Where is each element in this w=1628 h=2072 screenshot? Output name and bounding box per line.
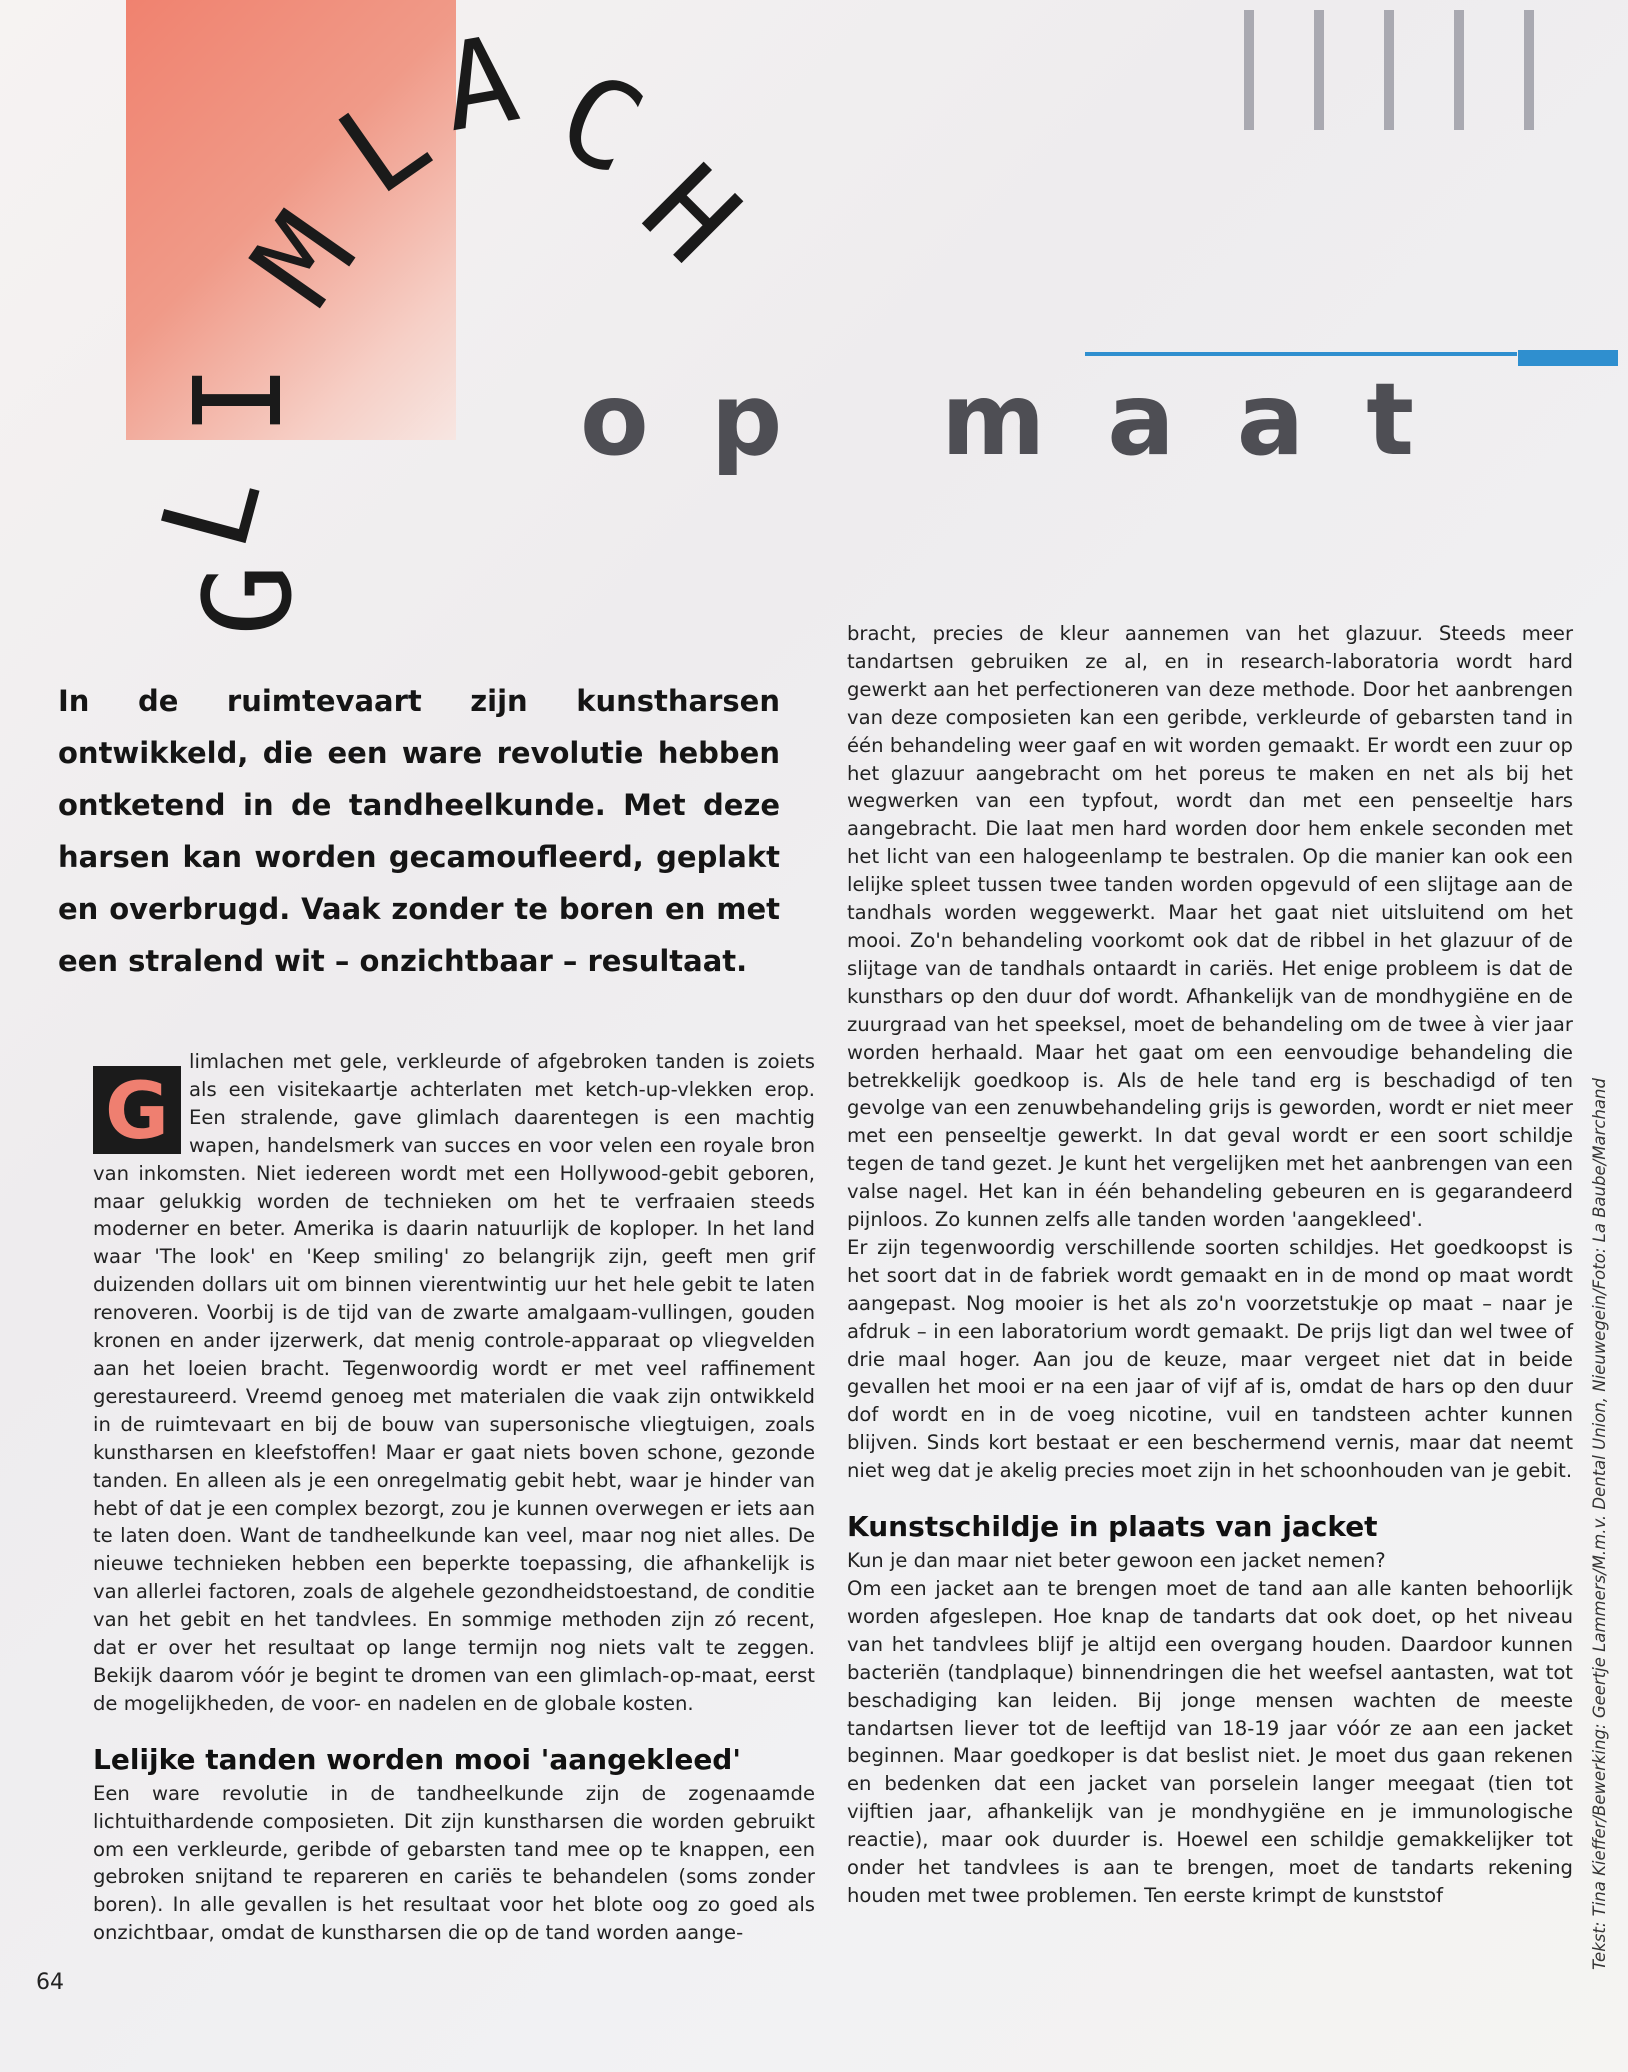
title-subtitle: op maat [580,361,1477,478]
decorative-vertical-bars [1240,10,1540,130]
lead-paragraph: In de ruimtevaart zijn kunstharsen ontwikkeld, die een ware revolutie hebben ontketend in de tandheelkunde. Met deze harsen kan worden gecamoufleerd, geplakt en overbrugd. Vaak zonder te boren en met een stralend wit – onzichtbaar – resultaat. [58,684,780,978]
section-heading: Lelijke tanden worden mooi 'aangekleed' [93,1742,741,1776]
right-column [847,620,1573,1910]
title-letter: L [136,456,289,563]
blue-rule [1085,352,1517,356]
title-letter: C [538,46,663,203]
section-heading: Kunstschildje in plaats van jacket [847,1510,1378,1544]
drop-cap: G [93,1066,181,1154]
intro-paragraph [93,1048,815,1718]
body-paragraph: bracht, precies de kleur aannemen van het glazuur. Steeds meer tandartsen gebruiken ze al, en in research-laboratoria wordt hard gewerkt aan het perfectioneren van deze methode. Door het aanbrengen van deze composieten kan een geribde, verkleurde of gebarsten tand in één behandeling weer gaaf en wit worden gemaakt. Er wordt een zuur op het glazuur aangebracht om het poreus te maken en net als bij het wegwerken van een typfout, wordt dan met een penseeltje hars aangebracht. Die laat men hard worden door hem enkele seconden met het licht van een halogeenlamp te bestralen. Op die manier kan ook een lelijke spleet tussen twee tanden worden opgevuld of een slijtage aan de tandhals worden weggewerkt. Maar het gaat niet uitsluitend om het mooi. Zo'n behandeling voorkomt ook dat de ribbel in het glazuur of de slijtage van de tandhals ontaardt in cariës. Het enige probleem is dat de kunsthars op den duur dof wordt. Afhankelijk van de mondhygiëne en de zuurgraad van het speeksel, moet de behandeling om de twee à vier jaar worden herhaald. Maar het gaat om een eenvoudige behandeling die betrekkelijk goedkoop is. Als de hele tand erg is beschadigd of ten gevolge van een zenuwbehandeling grijs is geworden, wordt er niet meer met een penseeltje gewerkt. In dat geval wordt er een soort schildje tegen de tand gezet. Je kunt het vergelijken met het aanbrengen van een valse nagel. Het kan in één behandeling gebeuren en is gegarandeerd pijnloos. Zo kunnen zelfs alle tanden worden 'aangekleed'. [847,622,1573,1232]
title-letter: M [226,190,383,330]
body-paragraph: Er zijn tegenwoordig verschillende soorten schildjes. Het goedkoopst is het soort dat in de fabriek wordt gemaakt en in de mond op maat wordt aangepast. Nog mooier is het als zo'n voorzetstukje op maat – naar je afdruk – in een laboratorium wordt gemaakt. De prijs ligt dan wel twee of drie maal hoger. Aan jou de keuze, maar vergeet niet dat in beide gevallen het mooi er na een jaar of vijf af is, omdat de hars op den duur dof wordt en in de voeg nicotine, vuil en tandsteen achter kunnen blijven. Sinds kort bestaat er een beschermend vernis, maar dat neemt niet weg dat je akelig precies moet zijn in het schoonhouden van je gebit. [847,1235,1573,1483]
title-letter: A [432,9,528,160]
photo-credit: Tekst: Tina Kieffer/Bewerking: Geertje Lammers/M.m.v. Dental Union, Nieuwegein/Foto: La Baube/Marchand [1590,1078,1609,1970]
left-column [93,1048,815,1947]
body-paragraph: Een ware revolutie in de tandheelkunde zijn de zogenaamde lichtuithardende composieten. Dit zijn kunstharsen die worden gebruikt om een verkleurde, geribde of gebarsten tand mee op te knappen, een gebroken snijtand te repareren en cariës te behandelen (soms zonder boren). In alle gevallen is het resultaat voor het blote oog zo goed als onzichtbaar, omdat de kunstharsen die op de tand worden aange- [93,1781,815,1945]
title-letter: L [315,66,455,223]
body-paragraph: Om een jacket aan te brengen moet de tand aan alle kanten behoorlijk worden afgeslepen. Hoe knap de tandarts dat ook doet, op het niveau van het tandvlees blijf je altijd een overgang houden. Daardoor kunnen bacteriën (tandplaque) binnendringen die het weefsel aantasten, wat tot beschadiging kan leiden. Bij jonge mensen wachten de meeste tandartsen liever tot de leeftijd van 18-19 jaar vóór ze aan een jacket beginnen. Maar goedkoper is dat beslist niet. Je moet dus gaan rekenen en bedenken dat een jacket van porselein langer meegaat (tien tot vijftien jaar, afhankelijk van je mondhygiëne en je immunologische reactie), maar ook duurder is. Hoewel een schildje gemakkelijker tot onder het tandvlees is aan te brengen, moet de tandarts rekening houden met twee problemen. Ten eerste krimpt de kunststof [847,1577,1573,1907]
title-letter: I [170,363,309,437]
title-letter: H [615,139,766,290]
title-letter: G [180,563,319,637]
title-arc [0,0,820,660]
page-number: 64 [36,1970,64,1995]
blue-rule-tab [1518,350,1618,366]
intro-text: limlachen met gele, verkleurde of afgebroken tanden is zoiets als een visitekaartje achterlaten met ketch-up-vlekken erop. Een stralende, gave glimlach daarentegen is een machtig wapen, handelsmerk van succes en voor velen een royale bron van inkomsten. Niet iedereen wordt met een Hollywood-gebit geboren, maar gelukkig worden de technieken om het te verfraaien steeds moderner en beter. Amerika is daarin natuurlijk de koploper. In het land waar 'The look' en 'Keep smiling' zo belangrijk zijn, geeft men grif duizenden dollars uit om binnen vierentwintig uur het hele gebit te laten renoveren. Voorbij is de tijd van de zwarte amalgaam-vullingen, gouden kronen en ander ijzerwerk, dat menig controle-apparaat op vliegvelden aan het loeien bracht. Tegenwoordig wordt er met veel raffinement gerestaureerd. Vreemd genoeg met materialen die vaak zijn ontwikkeld in de ruimtevaart en bij de bouw van supersonische vliegtuigen, zoals kunstharsen en kleefstoffen! Maar er gaat niets boven schone, gezonde tanden. En alleen als je een onregelmatig gebit hebt, waar je hinder van hebt of dat je een complex bezorgt, zou je kunnen overwegen er iets aan te laten doen. Want de tandheelkunde kan veel, maar nog niet alles. De nieuwe technieken hebben een beperkte toepassing, die afhankelijk is van allerlei factoren, zoals de algehele gezondheidstoestand, de conditie van het gebit en het tandvlees. En sommige methoden zijn zó recent, dat er over het resultaat op lange termijn nog niets valt te zeggen. Bekijk daarom vóór je begint te dromen van een glimlach-op-maat, eerst de mogelijkheden, de voor- en nadelen en de globale kosten. [93,1050,815,1715]
body-paragraph: Kun je dan maar niet beter gewoon een jacket nemen? [847,1549,1386,1573]
